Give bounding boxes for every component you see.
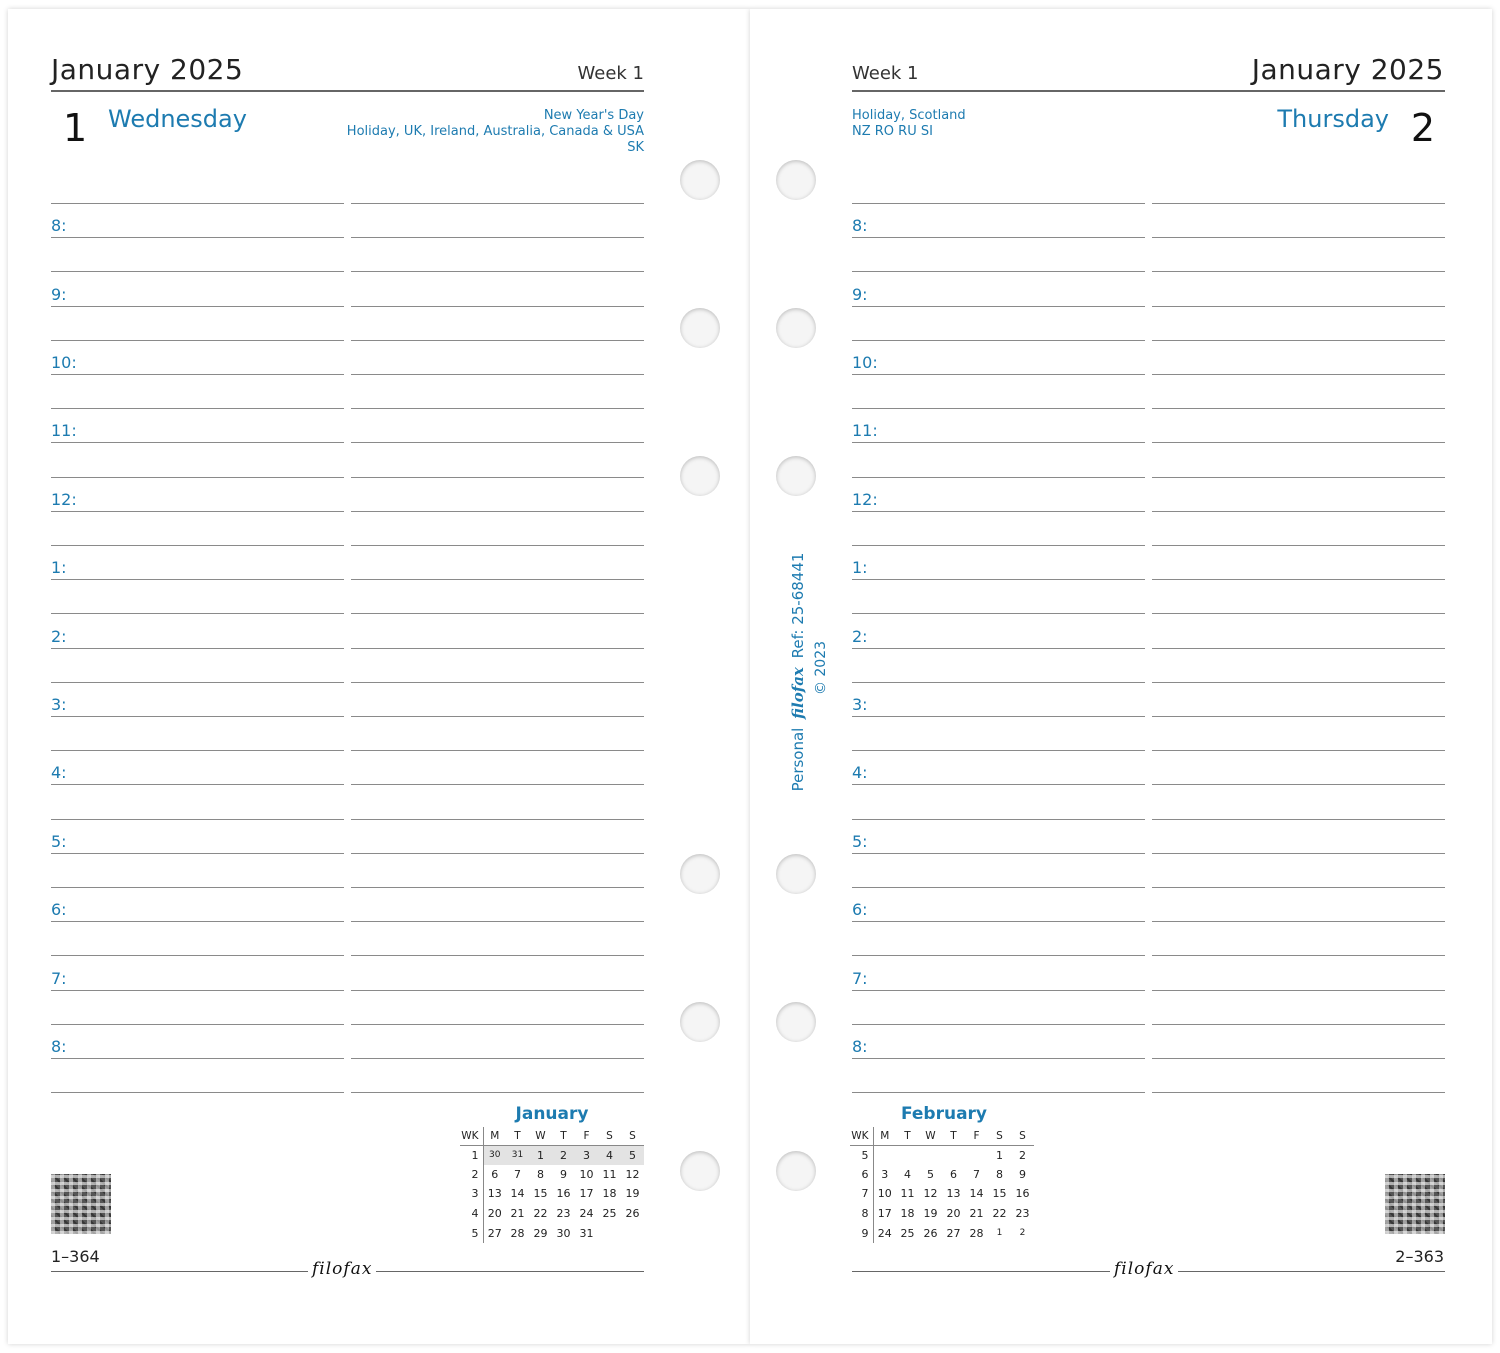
ruled-line xyxy=(852,648,1145,649)
ruled-line xyxy=(852,203,1145,204)
punch-hole xyxy=(776,308,816,348)
right-page xyxy=(750,9,1492,1344)
holiday-line: SK xyxy=(627,140,644,155)
ruled-line xyxy=(852,784,1145,785)
calendar-day: 2 xyxy=(552,1145,575,1165)
weekday-header: M xyxy=(483,1127,506,1145)
week-label: Week 1 xyxy=(577,63,644,84)
punch-hole xyxy=(680,160,720,200)
calendar-day: 28 xyxy=(969,1226,984,1240)
ruled-line xyxy=(1152,648,1445,649)
day-name: Thursday xyxy=(1277,105,1389,133)
calendar-day: 10 xyxy=(579,1167,594,1181)
week-number: 9 xyxy=(850,1223,873,1243)
weekday-header: S xyxy=(988,1127,1011,1145)
calendar-day xyxy=(919,1145,942,1165)
ruled-line xyxy=(51,477,344,478)
ruled-line xyxy=(51,340,344,341)
ruled-line xyxy=(852,271,1145,272)
ruled-line xyxy=(51,306,344,307)
calendar-day xyxy=(896,1145,919,1165)
hour-label: 6: xyxy=(852,900,868,920)
ruled-line xyxy=(1152,1058,1445,1059)
copyright: © 2023 xyxy=(813,640,829,696)
weekday-header: WK xyxy=(460,1127,483,1145)
ruled-line xyxy=(51,887,344,888)
ruled-line xyxy=(351,1092,644,1093)
calendar-day: 27 xyxy=(487,1226,502,1240)
day-name: Wednesday xyxy=(108,105,247,133)
calendar-day: 11 xyxy=(900,1187,915,1201)
weekday-header: W xyxy=(919,1127,942,1145)
week-number: 2 xyxy=(460,1165,483,1185)
ruled-line xyxy=(852,853,1145,854)
ruled-line xyxy=(351,1024,644,1025)
edition-label: Personal xyxy=(789,727,807,792)
ruled-line xyxy=(1152,921,1445,922)
calendar-day: 23 xyxy=(1015,1207,1030,1221)
calendar-day: 7 xyxy=(973,1167,980,1181)
ruled-line xyxy=(1152,1092,1445,1093)
ruled-line xyxy=(1152,682,1445,683)
calendar-day: 2 xyxy=(1019,1228,1026,1239)
hour-label: 1: xyxy=(852,558,868,578)
ruled-line xyxy=(852,545,1145,546)
ruled-line xyxy=(1152,442,1445,443)
ruled-line xyxy=(51,579,344,580)
ruled-line xyxy=(1152,819,1445,820)
ruled-line xyxy=(351,579,644,580)
ruled-line xyxy=(852,477,1145,478)
calendar-day: 10 xyxy=(877,1187,892,1201)
weekday-header: S xyxy=(1011,1127,1034,1145)
ruled-line xyxy=(351,955,644,956)
week-number: 5 xyxy=(850,1145,873,1165)
ruled-line xyxy=(51,545,344,546)
ruled-line xyxy=(852,921,1145,922)
calendar-day: 13 xyxy=(946,1187,961,1201)
ruled-line xyxy=(1152,340,1445,341)
ruled-line xyxy=(51,408,344,409)
hour-label: 12: xyxy=(51,489,77,509)
ruled-line xyxy=(852,955,1145,956)
filofax-logo: filofax xyxy=(308,1259,376,1279)
calendar-day: 8 xyxy=(996,1167,1003,1181)
weekday-header: F xyxy=(575,1127,598,1145)
punch-hole xyxy=(680,456,720,496)
hour-label: 7: xyxy=(51,968,67,988)
ruled-line xyxy=(51,1092,344,1093)
ruled-line xyxy=(351,853,644,854)
ruled-line xyxy=(351,682,644,683)
ruled-line xyxy=(852,511,1145,512)
page-number: 1–364 xyxy=(51,1247,100,1266)
ruled-line xyxy=(51,271,344,272)
calendar-day: 4 xyxy=(904,1167,911,1181)
calendar-day: 5 xyxy=(927,1167,934,1181)
week-number: 5 xyxy=(460,1223,483,1243)
calendar-day: 6 xyxy=(950,1167,957,1181)
weekday-header: W xyxy=(529,1127,552,1145)
calendar-day: 1 xyxy=(996,1228,1003,1239)
calendar-day: 19 xyxy=(625,1187,640,1201)
week-number: 8 xyxy=(850,1204,873,1224)
ruled-line xyxy=(1152,237,1445,238)
weekday-header: F xyxy=(965,1127,988,1145)
punch-hole xyxy=(776,160,816,200)
qr-code xyxy=(1385,1174,1445,1234)
ruled-line xyxy=(1152,271,1445,272)
calendar-day: 20 xyxy=(946,1207,961,1221)
ruled-line xyxy=(351,819,644,820)
calendar-day: 31 xyxy=(506,1145,529,1165)
calendar-day: 18 xyxy=(900,1207,915,1221)
calendar-day: 9 xyxy=(1019,1167,1026,1181)
ruled-line xyxy=(351,374,644,375)
calendar-day: 21 xyxy=(510,1207,525,1221)
hour-label: 8: xyxy=(51,216,67,236)
ruled-line xyxy=(351,203,644,204)
ruled-line xyxy=(351,477,644,478)
hour-label: 2: xyxy=(51,626,67,646)
ruled-line xyxy=(1152,203,1445,204)
punch-hole xyxy=(776,1151,816,1191)
hour-label: 10: xyxy=(51,353,77,372)
calendar-day: 30 xyxy=(483,1145,506,1165)
calendar-day xyxy=(621,1223,644,1243)
ruled-line xyxy=(1152,511,1445,512)
mini-calendar-table xyxy=(850,1127,1034,1243)
ruled-line xyxy=(351,511,644,512)
weekday-header: T xyxy=(896,1127,919,1145)
calendar-day: 1 xyxy=(996,1148,1003,1162)
ruled-line xyxy=(51,203,344,204)
ruled-line xyxy=(51,648,344,649)
calendar-day: 13 xyxy=(487,1187,502,1201)
day-number: 2 xyxy=(1410,106,1435,150)
ruled-line xyxy=(351,340,644,341)
calendar-day: 2 xyxy=(1019,1148,1026,1162)
calendar-day xyxy=(965,1145,988,1165)
ruled-line xyxy=(852,306,1145,307)
ruled-line xyxy=(852,716,1145,717)
week-number: 7 xyxy=(850,1184,873,1204)
calendar-day: 7 xyxy=(514,1167,521,1181)
calendar-day: 11 xyxy=(602,1167,617,1181)
ruled-line xyxy=(51,682,344,683)
punch-hole xyxy=(680,1151,720,1191)
ruled-line xyxy=(351,648,644,649)
weekday-header: S xyxy=(621,1127,644,1145)
ruled-line xyxy=(51,374,344,375)
month-title: January 2025 xyxy=(51,53,244,86)
hour-label: 12: xyxy=(852,489,878,509)
ruled-line xyxy=(852,579,1145,580)
ruled-line xyxy=(51,511,344,512)
weekday-header: T xyxy=(942,1127,965,1145)
mini-calendar-january xyxy=(460,1127,644,1243)
mini-calendar-title: January xyxy=(515,1104,589,1124)
punch-hole xyxy=(776,456,816,496)
weekday-header: WK xyxy=(850,1127,873,1145)
ruled-line xyxy=(51,921,344,922)
ruled-line xyxy=(51,784,344,785)
ruled-line xyxy=(852,442,1145,443)
holiday-notes xyxy=(347,108,644,156)
holiday-line: New Year's Day xyxy=(543,108,644,123)
ruled-line xyxy=(351,750,644,751)
hour-label: 7: xyxy=(852,968,868,988)
hour-label: 5: xyxy=(51,831,67,851)
week-number: 6 xyxy=(850,1165,873,1185)
calendar-day: 5 xyxy=(621,1145,644,1165)
calendar-day: 9 xyxy=(560,1167,567,1181)
ruled-line xyxy=(51,853,344,854)
ruled-line xyxy=(1152,887,1445,888)
ruled-line xyxy=(852,613,1145,614)
hour-label: 6: xyxy=(51,900,67,920)
ruled-line xyxy=(351,237,644,238)
week-number: 4 xyxy=(460,1204,483,1224)
ruled-line xyxy=(1152,408,1445,409)
ruled-line xyxy=(51,750,344,751)
ruled-line xyxy=(852,750,1145,751)
hour-label: 8: xyxy=(852,216,868,236)
ruled-line xyxy=(51,237,344,238)
calendar-day: 1 xyxy=(529,1145,552,1165)
hour-label: 4: xyxy=(852,763,868,783)
punch-hole xyxy=(680,854,720,894)
ruled-line xyxy=(852,1024,1145,1025)
punch-hole xyxy=(776,1002,816,1042)
ruled-line xyxy=(51,1024,344,1025)
ruled-line xyxy=(351,921,644,922)
ruled-line xyxy=(1152,716,1445,717)
day-number: 1 xyxy=(63,106,88,150)
calendar-day xyxy=(598,1223,621,1243)
ruled-line xyxy=(351,990,644,991)
punch-hole xyxy=(680,1002,720,1042)
mini-calendar-february xyxy=(850,1127,1034,1243)
ruled-line xyxy=(51,442,344,443)
calendar-day: 31 xyxy=(579,1226,594,1240)
ruled-line xyxy=(1152,955,1445,956)
calendar-day: 26 xyxy=(625,1207,640,1221)
ruled-line xyxy=(852,1092,1145,1093)
ruled-line xyxy=(1152,579,1445,580)
calendar-day: 15 xyxy=(533,1187,548,1201)
ruled-line xyxy=(852,408,1145,409)
ruled-line xyxy=(1152,750,1445,751)
hour-label: 11: xyxy=(852,421,878,441)
calendar-day: 17 xyxy=(579,1187,594,1201)
ruled-line xyxy=(1152,374,1445,375)
calendar-day: 16 xyxy=(1015,1187,1030,1201)
ruled-line xyxy=(51,716,344,717)
calendar-day: 28 xyxy=(510,1226,525,1240)
calendar-day: 14 xyxy=(510,1187,525,1201)
calendar-day: 16 xyxy=(556,1187,571,1201)
ruled-line xyxy=(351,784,644,785)
calendar-day: 20 xyxy=(487,1207,502,1221)
ruled-line xyxy=(51,819,344,820)
calendar-day: 29 xyxy=(533,1226,548,1240)
ruled-line xyxy=(852,237,1145,238)
mini-calendar-title: February xyxy=(900,1104,988,1124)
calendar-day: 4 xyxy=(598,1145,621,1165)
ruled-line xyxy=(1152,990,1445,991)
hour-label: 9: xyxy=(51,284,67,304)
calendar-day: 8 xyxy=(537,1167,544,1181)
filofax-logo-vertical: filofax xyxy=(789,667,807,719)
calendar-day: 3 xyxy=(881,1167,889,1181)
weekday-header: T xyxy=(506,1127,529,1145)
ruled-line xyxy=(852,682,1145,683)
calendar-day xyxy=(873,1145,896,1165)
calendar-day: 22 xyxy=(533,1207,548,1221)
ruled-line xyxy=(1152,1024,1445,1025)
ruled-line xyxy=(351,545,644,546)
hour-label: 9: xyxy=(852,284,868,304)
calendar-day: 24 xyxy=(877,1226,892,1240)
calendar-day: 24 xyxy=(579,1207,594,1221)
calendar-day: 26 xyxy=(923,1226,938,1240)
weekday-header: S xyxy=(598,1127,621,1145)
hour-label: 8: xyxy=(852,1037,868,1056)
ruled-line xyxy=(1152,613,1445,614)
calendar-day: 3 xyxy=(575,1145,598,1165)
ruled-line xyxy=(852,1058,1145,1059)
calendar-day xyxy=(942,1145,965,1165)
month-title: January 2025 xyxy=(1251,53,1444,86)
calendar-day: 18 xyxy=(602,1187,617,1201)
calendar-day: 14 xyxy=(969,1187,984,1201)
holiday-line: Holiday, Scotland xyxy=(852,108,966,123)
reference-code: Ref: 25-68441 xyxy=(789,552,807,659)
page-number: 2–363 xyxy=(1395,1247,1444,1266)
calendar-day: 19 xyxy=(923,1207,938,1221)
ruled-line xyxy=(351,1058,644,1059)
ruled-line xyxy=(351,716,644,717)
mini-calendar-table xyxy=(460,1127,644,1243)
filofax-logo: filofax xyxy=(1110,1259,1178,1279)
ruled-line xyxy=(1152,784,1445,785)
hour-label: 2: xyxy=(852,626,868,646)
calendar-day: 21 xyxy=(969,1207,984,1221)
hour-label: 4: xyxy=(51,763,67,783)
spine-info xyxy=(789,553,807,792)
punch-hole xyxy=(680,308,720,348)
weekday-header: T xyxy=(552,1127,575,1145)
hour-label: 3: xyxy=(51,695,67,714)
ruled-line xyxy=(852,340,1145,341)
hour-label: 3: xyxy=(852,695,868,714)
ruled-line xyxy=(852,887,1145,888)
ruled-line xyxy=(1152,545,1445,546)
holiday-line: NZ RO RU SI xyxy=(852,124,933,139)
calendar-day: 25 xyxy=(602,1207,617,1221)
calendar-day: 22 xyxy=(992,1207,1007,1221)
calendar-day: 15 xyxy=(992,1187,1007,1201)
qr-code xyxy=(51,1174,111,1234)
ruled-line xyxy=(51,613,344,614)
hour-label: 5: xyxy=(852,831,868,851)
ruled-line xyxy=(852,374,1145,375)
ruled-line xyxy=(51,1058,344,1059)
calendar-day: 12 xyxy=(923,1187,938,1201)
calendar-day: 12 xyxy=(625,1167,640,1181)
calendar-day: 30 xyxy=(556,1226,571,1240)
week-number: 3 xyxy=(460,1184,483,1204)
header-rule xyxy=(852,90,1445,92)
ruled-line xyxy=(351,271,644,272)
left-page xyxy=(8,9,750,1344)
weekday-header: M xyxy=(873,1127,896,1145)
ruled-line xyxy=(51,955,344,956)
calendar-day: 6 xyxy=(491,1167,499,1181)
holiday-line: Holiday, UK, Ireland, Australia, Canada & USA xyxy=(346,124,644,139)
ruled-line xyxy=(852,990,1145,991)
hour-label: 10: xyxy=(852,353,878,372)
ruled-line xyxy=(51,990,344,991)
ruled-line xyxy=(1152,853,1445,854)
ruled-line xyxy=(1152,477,1445,478)
holiday-notes xyxy=(852,108,966,140)
calendar-day: 27 xyxy=(946,1226,961,1240)
ruled-line xyxy=(1152,306,1445,307)
calendar-day: 25 xyxy=(900,1226,915,1240)
hour-label: 1: xyxy=(51,558,67,578)
ruled-line xyxy=(351,613,644,614)
hour-label: 11: xyxy=(51,421,77,441)
header-rule xyxy=(51,90,644,92)
ruled-line xyxy=(351,408,644,409)
ruled-line xyxy=(351,887,644,888)
week-label: Week 1 xyxy=(852,63,919,84)
punch-hole xyxy=(776,854,816,894)
hour-label: 8: xyxy=(51,1037,67,1056)
ruled-line xyxy=(351,306,644,307)
ruled-line xyxy=(852,819,1145,820)
calendar-day: 23 xyxy=(556,1207,571,1221)
calendar-day: 17 xyxy=(877,1207,892,1221)
week-number: 1 xyxy=(460,1145,483,1165)
ruled-line xyxy=(351,442,644,443)
